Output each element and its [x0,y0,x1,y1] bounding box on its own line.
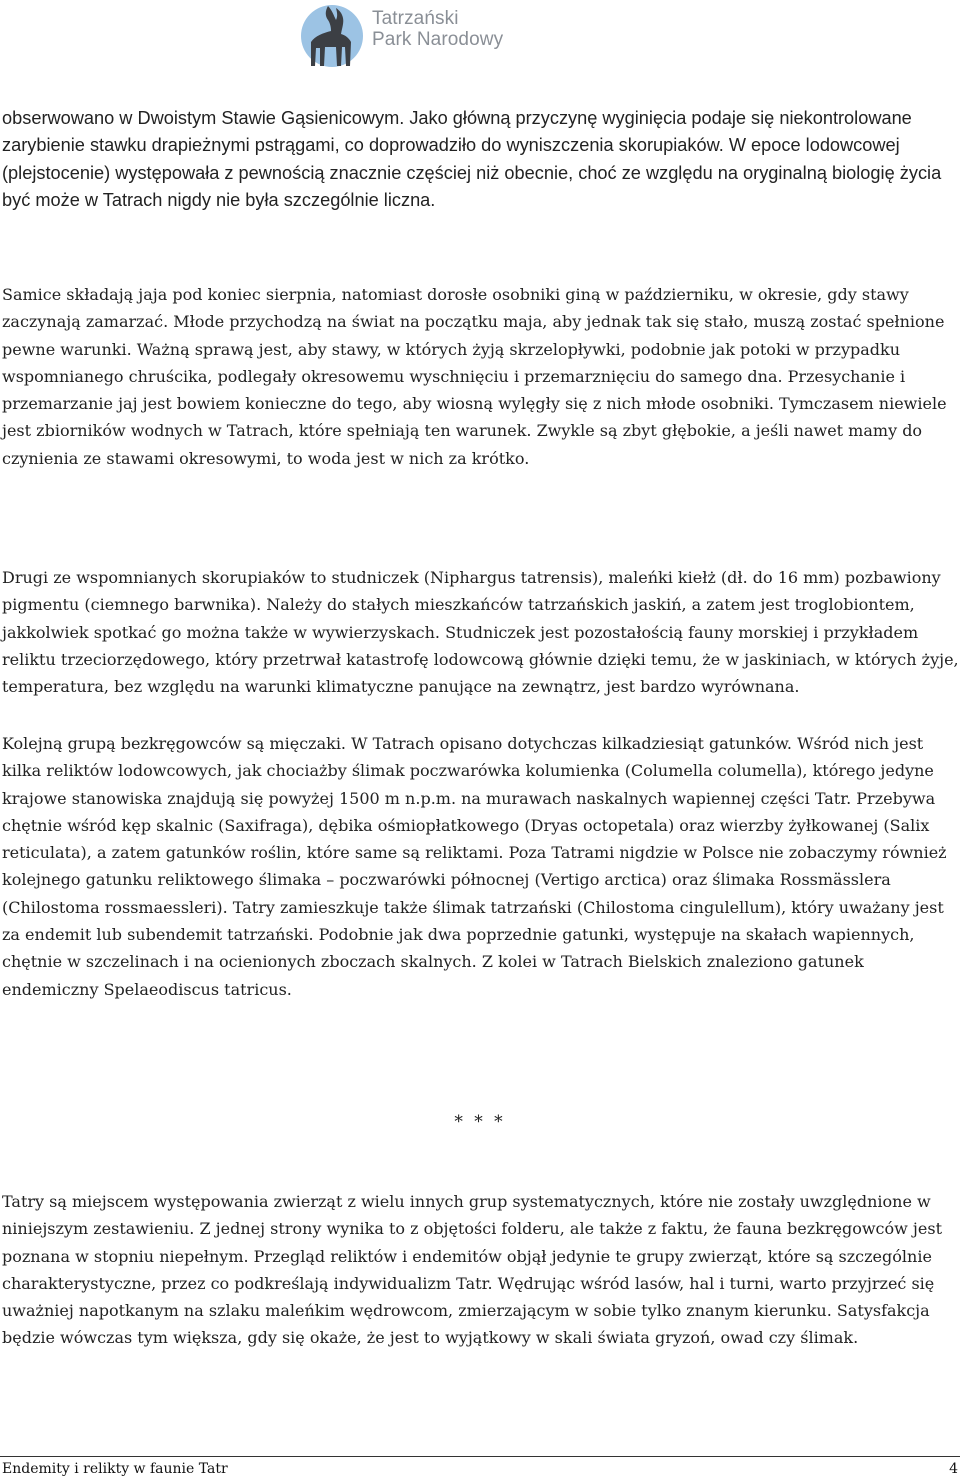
page-number: 4 [949,1461,958,1477]
paragraph-2: Samice składają jaja pod koniec sierpnia, natomiast dorosłe osobniki giną w październiku, w okresie, gdy stawy zaczynają zamarzać. Młode przychodzą na świat na początku maja, aby jednak tak się stało, muszą zostać spełnione pewne warunki. Ważną sprawą jest, aby stawy, w których żyją skrzelopływki, podobnie jak potoki w przypadku wspomnianego chruścika, podlegały okresowemu wyschnięciu i przemarznięciu do samego dna. Przesychanie i przemarzanie jaj jest bowiem konieczne do tego, aby wiosną wylęgły się z nich młode osobniki. Tymczasem niewiele jest zbiorników wodnych w Tatrach, które spełniają ten warunek. Zwykle są zbyt głębokie, a jeśli nawet mamy do czynienia ze stawami okresowymi, to woda jest w nich za krótko. [2,285,947,468]
logo-line-2: Park Narodowy [372,29,504,50]
chamois-logo-icon [298,2,366,68]
park-logo [298,2,503,68]
section-separator: * * * [454,1112,506,1132]
paragraph-5: Tatry są miejscem występowania zwierząt z wielu innych grup systematycznych, które nie zostały uwzględnione w niniejszym zestawieniu. Z jednej strony wynika to z objętości folderu, ale także z faktu, że fauna bezkręgowców jest poznana w stopniu niepełnym. Przegląd reliktów i endemitów objął jedynie te grupy zwierząt, które są szczególnie charakterystyczne, przez co podkreślają indywidualizm Tatr. Wędrując wśród lasów, hal i turni, warto przyjrzeć się uważniej napotkanym na szlaku maleńkim wędrowcom, zmierzającym w sobie tylko znanym kierunku. Satysfakcja będzie wówczas tym większa, gdy się okaże, że jest to wyjątkowy w skali świata gryzoń, owad czy ślimak. [2,1192,942,1348]
logo-line-1: Tatrzański [372,8,459,29]
paragraph-3: Drugi ze wspomnianych skorupiaków to studniczek (Niphargus tatrensis), maleńki kiełż (dł. do 16 mm) pozbawiony pigmentu (ciemnego barwnika). Należy do stałych mieszkańców tatrzańskich jaskiń, a zatem jest troglobiontem, jakkolwiek spotkać go można także w wywierzyskach. Studniczek jest pozostałością fauny morskiej i przykładem reliktu trzeciorzędowego, który przetrwał katastrofę lodowcową głównie dzięki temu, że w jaskiniach, w których żyje, temperatura, bez względu na warunki klimatyczne panujące na zewnątrz, jest bardzo wyrównana. [2,568,959,697]
paragraph-4: Kolejną grupą bezkręgowców są mięczaki. W Tatrach opisano dotychczas kilkadziesiąt gatunków. Wśród nich jest kilka reliktów lodowcowych, jak chociażby ślimak poczwarówka kolumienka (Columella columella), którego jedyne krajowe stanowiska znajdują się powyżej 1500 m n.p.m. na murawach naskalnych wapiennej części Tatr. Przebywa chętnie wśród kęp skalnic (Saxifraga), dębika ośmiopłatkowego (Dryas octopetala) oraz wierzby żyłkowanej (Salix reticulata), a zatem gatunków roślin, które same są reliktami. Poza Tatrami nigdzie w Polsce nie zobaczymy również kolejnego gatunku reliktowego ślimaka – poczwarówki północnej (Vertigo arctica) oraz ślimaka Rossmässlera (Chilostoma rossmaessleri). Tatry zamieszkuje także ślimak tatrzański (Chilostoma cingulellum), który uważany jest za endemit lub subendemit tatrzański. Podobnie jak dwa poprzednie gatunki, występuje na skałach wapiennych, chętnie w szczelinach i na ocienionych zboczach skalnych. Z kolei w Tatrach Bielskich znaleziono gatunek endemiczny Spelaeodiscus tatricus. [2,734,947,999]
page-footer [0,1456,960,1481]
page-header [0,0,960,80]
paragraph-1: obserwowano w Dwoistym Stawie Gąsienicowym. Jako główną przyczynę wyginięcia podaje się niekontrolowane zarybienie stawku drapieżnymi pstrągami, co doprowadziło do wyniszczenia skorupiaków. W epoce lodowcowej (plejstocenie) występowała z pewnością znacznie częściej niż obecnie, choć ze względu na oryginalną biologię życia być może w Tatrach nigdy nie była szczególnie liczna. [2,108,942,210]
logo-wordmark [372,8,503,50]
footer-title: Endemity i relikty w faunie Tatr [2,1461,228,1477]
